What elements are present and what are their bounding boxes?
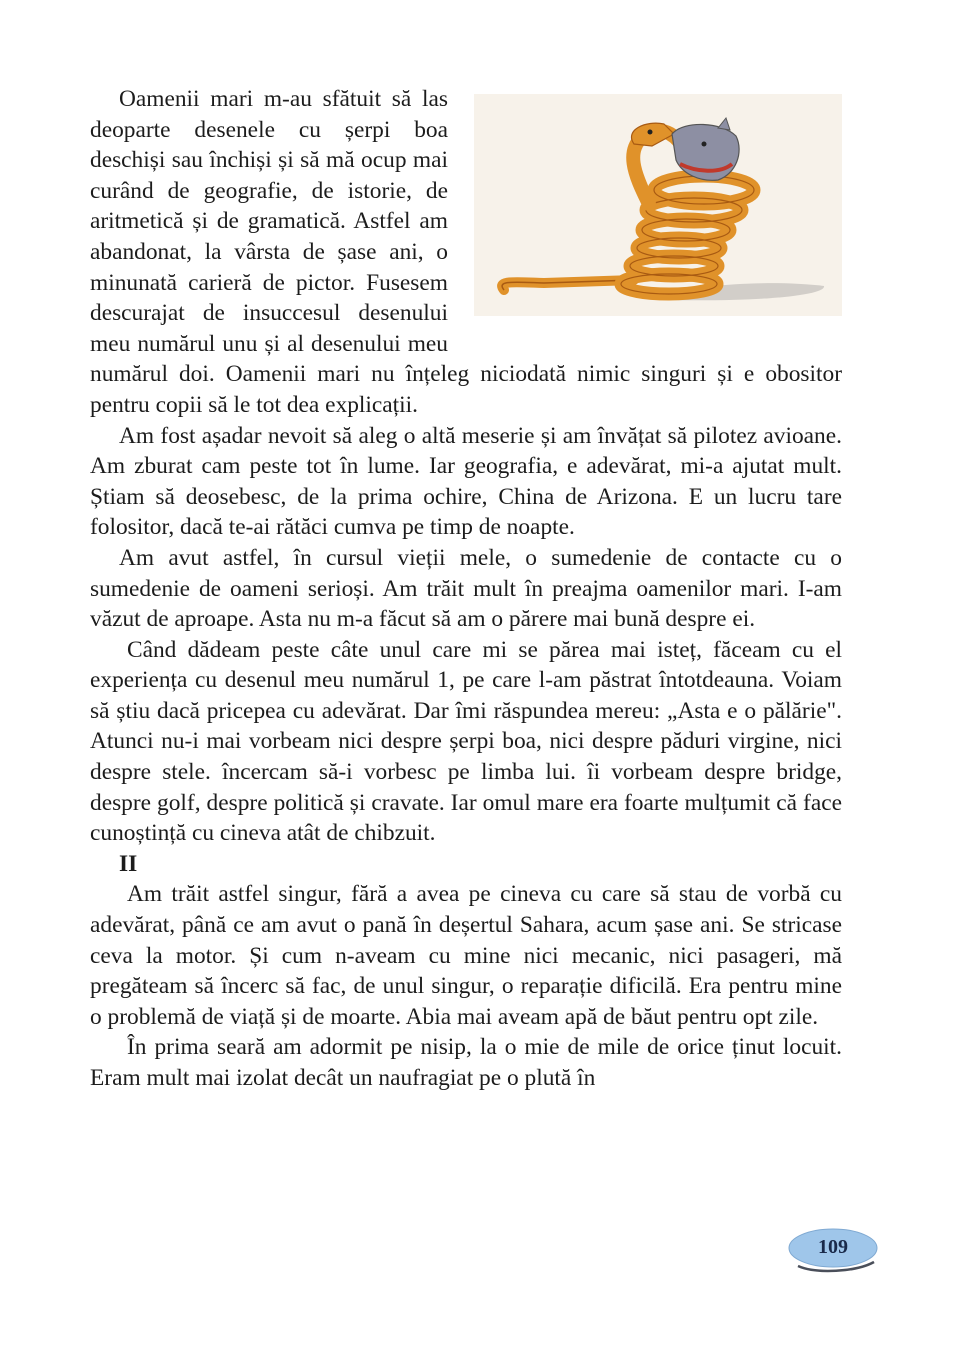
page-number: 109 xyxy=(818,1236,848,1258)
paragraph-4: Când dădeam peste câte unul care mi se părea mai isteț, făceam cu el experiența cu desenul meu numărul 1, pe care l-am păstrat întotdeauna. Voiam să știu dacă pricepea cu adevărat. Dar îmi răspundea mereu: „Asta e o pălărie". Atunci nu-i mai vorbeam nici despre șerpi boa, nici despre păduri virgine, nici despre stele. încercam să-i vorbesc pe limba lui. îi vorbeam despre bridge, despre golf, despre politică și cravate. Iar omul mare era foarte mulțumit că face cunoștință cu cineva atât de chibzuit. xyxy=(90,636,842,847)
paragraph-3: Am avut astfel, în cursul vieții mele, o sumedenie de contacte cu o sumedenie de oameni serioși. Am trăit mult în preajma oamenilor mari. I-am văzut de aproape. Asta nu m-a făcut să am o părere mai bună despre ei. xyxy=(90,544,842,633)
boa-illustration xyxy=(474,94,842,316)
paragraph-6: În prima seară am adormit pe nisip, la o mie de mile de orice ținut locuit. Eram mult mai izolat decât un naufragiat pe o plută în xyxy=(90,1034,842,1091)
page-number-badge xyxy=(786,1222,880,1276)
boa-snake-icon xyxy=(474,94,842,316)
page-text xyxy=(90,84,842,1094)
chapter-heading: II xyxy=(119,850,138,877)
paragraph-5: Am trăit astfel singur, fără a avea pe cineva cu care să stau de vorbă cu adevărat, până ce am avut o pană în deșertul Sahara, acum șase ani. Se stricase ceva la motor. Și cum n-aveam cu mine nici mecanic, nici pasageri, mă pregăteam să încerc să fac, de unul singur, o reparație dificilă. Era pentru mine o problemă de viață și de moarte. Abia mai aveam apă de băut pentru opt zile. xyxy=(90,881,842,1030)
paragraph-1: Oamenii mari m-au sfătuit să las deoparte desenele cu șerpi boa deschiși sau închiși și să mă ocup mai curând de geografie, de istorie, de aritmetică și de gramatică. Astfel am abandonat, la vârsta de șase ani, o minunată carieră de pictor. Fusesem descurajat de insuccesul desenului meu numărul unu și al desenului meu numărul doi. Oamenii mari nu înțeleg niciodată nimic singuri și e obositor pentru copii să le tot dea explicații. xyxy=(90,86,842,418)
paragraph-2: Am fost așadar nevoit să aleg o altă meserie și am învățat să pilotez avioane. Am zburat cam peste tot în lume. Iar geografia, e adevărat, mi-a ajutat mult. Știam să deosebesc, de la prima ochire, China de Arizona. E un lucru tare folositor, dacă te-ai rătăci cumva pe timp de noapte. xyxy=(90,422,842,541)
